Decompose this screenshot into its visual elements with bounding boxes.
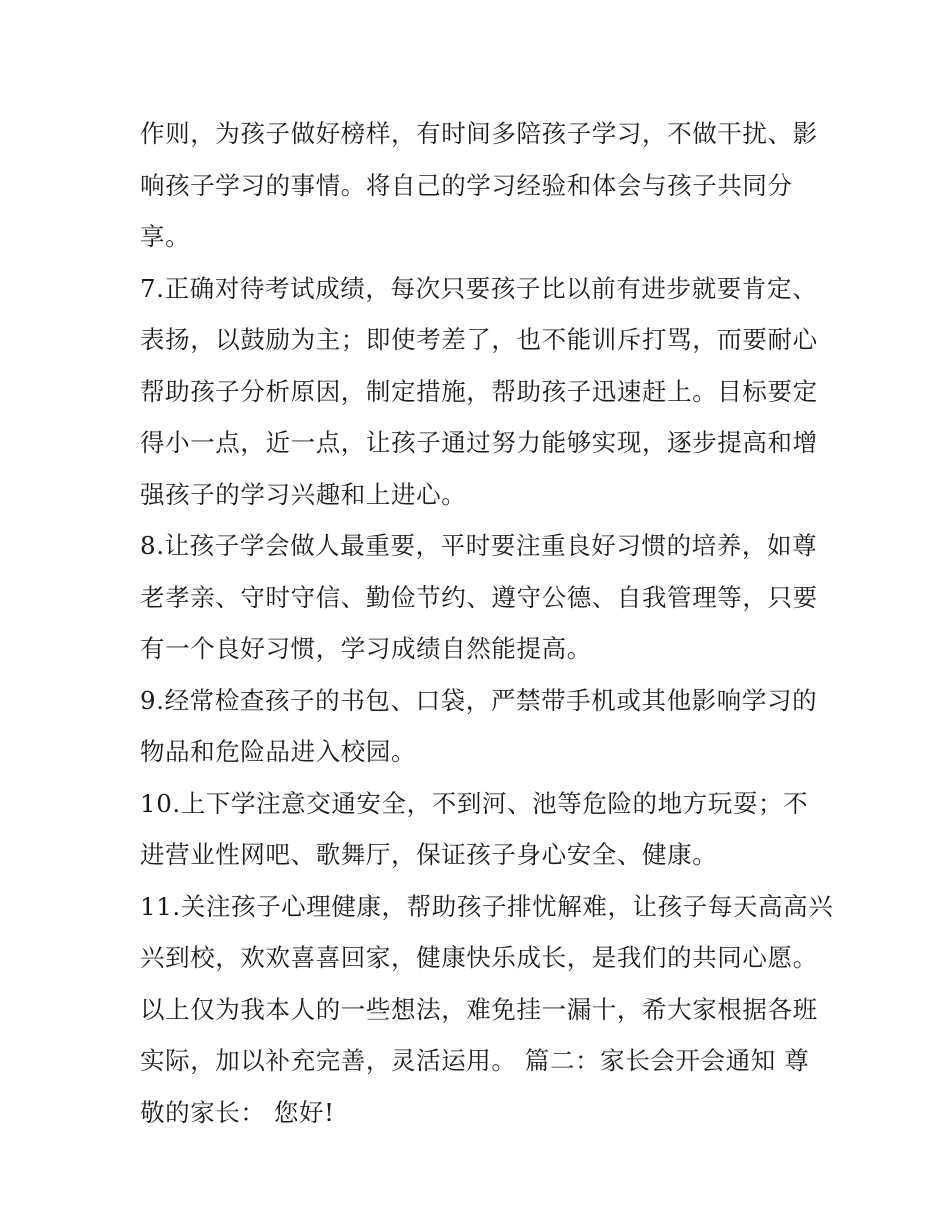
text-line: 进营业性网吧、歌舞厅，保证孩子身心安全、健康。 [140,840,718,869]
text-line: 实际，加以补充完善，灵活运用。 篇二：家长会开会通知 尊 [140,1046,810,1075]
text-line: 10.上下学注意交通安全，不到河、池等危险的地方玩耍；不 [140,788,809,818]
text-line: 表扬，以鼓励为主；即使考差了，也不能训斥打骂，而要耐心 [140,325,818,354]
text-line: 9.经常检查孩子的书包、口袋，严禁带手机或其他影响学习的 [140,685,818,715]
text-line: 有一个良好习惯，学习成绩自然能提高。 [140,634,592,663]
text-line: 11.关注孩子心理健康，帮助孩子排忧解难，让孩子每天高高兴 [140,891,834,921]
text-line: 兴到校，欢欢喜喜回家，健康快乐成长，是我们的共同心愿。 [140,943,818,972]
text-line: 敬的家长： 您好! [140,1097,335,1127]
text-line: 强孩子的学习兴趣和上进心。 [140,479,467,509]
text-line: 7.正确对待考试成绩，每次只要孩子比以前有进步就要肯定、 [140,273,818,303]
body-text [140,108,834,1138]
text-line: 物品和危险品进入校园。 [140,737,417,766]
text-line: 作则，为孩子做好榜样，有时间多陪孩子学习，不做干扰、影 [140,119,818,148]
text-line: 老孝亲、守时守信、勤俭节约、遵守公德、自我管理等，只要 [140,582,818,612]
text-line: 以上仅为我本人的一些想法，难免挂一漏十，希大家根据各班 [140,994,818,1024]
text-line: 帮助孩子分析原因，制定措施，帮助孩子迅速赶上。目标要定 [140,376,818,406]
text-line: 8.让孩子学会做人最重要，平时要注重良好习惯的培养，如尊 [140,531,818,560]
text-line: 得小一点，近一点，让孩子通过努力能够实现，逐步提高和增 [140,428,818,457]
text-line: 享。 [140,222,191,251]
text-line: 响孩子学习的事情。将自己的学习经验和体会与孩子共同分 [140,170,793,200]
